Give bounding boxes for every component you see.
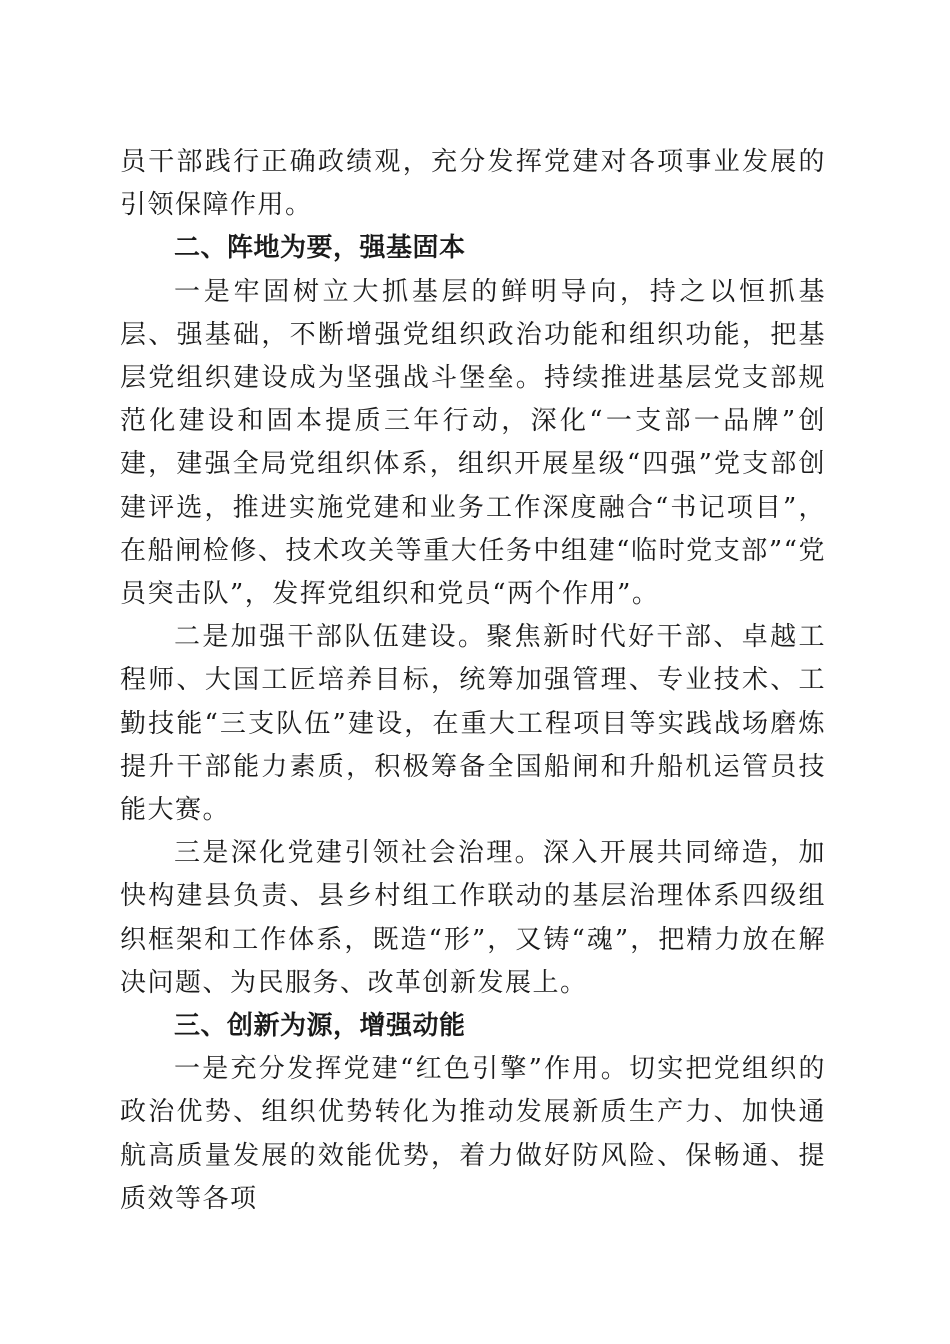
paragraph-red-engine: 一是充分发挥党建“红色引擎”作用。切实把党组织的政治优势、组织优势转化为推动发展新质生产力、加快通航高质量发展的效能优势，着力做好防风险、保畅通、提质效等各项 [120,1054,826,1214]
paragraph-grassroots: 一是牢固树立大抓基层的鲜明导向，持之以恒抓基层、强基础，不断增强党组织政治功能和组织功能，把基层党组织建设成为坚强战斗堡垒。持续推进基层党支部规范化建设和固本提质三年行动，深化“一支部一品牌”创建，建强全局党组织体系，组织开展星级“四强”党支部创建评选，推进实施党建和业务工作深度融合“书记项目”，在船闸检修、技术攻关等重大任务中组建“临时党支部”“党员突击队”，发挥党组织和党员“两个作用”。 [120,276,826,610]
paragraph-continuation: 员干部践行正确政绩观，充分发挥党建对各项事业发展的引领保障作用。 [120,147,826,221]
section-heading-2: 二、阵地为要，强基固本 [174,233,466,264]
section-heading-3: 三、创新为源，增强动能 [174,1011,466,1042]
paragraph-cadre-team: 二是加强干部队伍建设。聚焦新时代好干部、卓越工程师、大国工匠培养目标，统筹加强管理、专业技术、工勤技能“三支队伍”建设，在重大工程项目等实践战场磨炼提升干部能力素质，积极筹备全国船闸和升船机运管员技能大赛。 [120,622,826,826]
document-body [120,141,826,1221]
paragraph-social-governance: 三是深化党建引领社会治理。深入开展共同缔造，加快构建县负责、县乡村组工作联动的基层治理体系四级组织框架和工作体系，既造“形”，又铸“魂”，把精力放在解决问题、为民服务、改革创新发展上。 [120,838,826,998]
